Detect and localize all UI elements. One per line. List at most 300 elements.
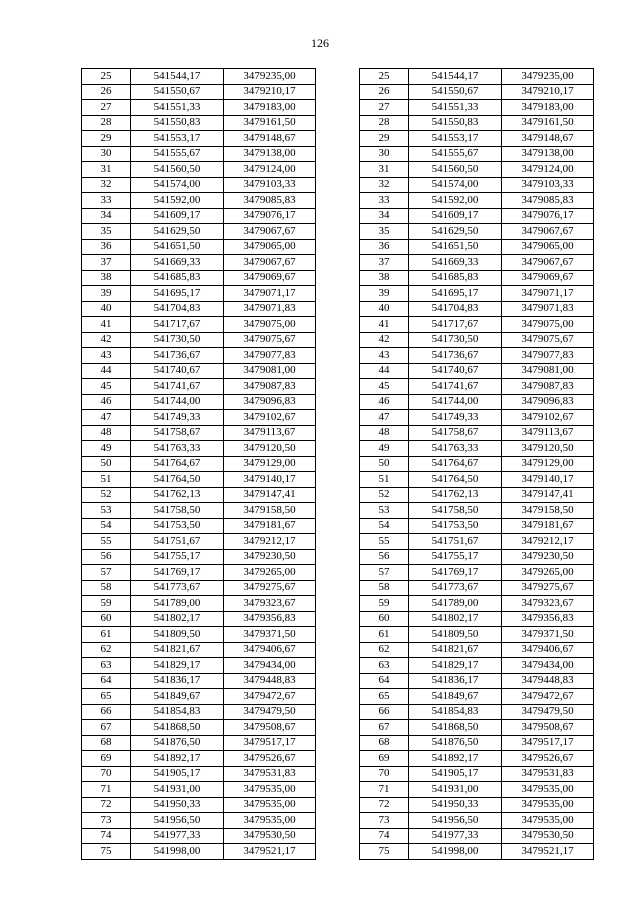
right-x-coordinate-cell: 541829,17 [409,658,502,674]
left-x-coordinate-cell: 541550,67 [131,84,224,100]
right-y-coordinate-cell: 3479075,67 [502,332,594,348]
right-point-number-cell: 33 [360,193,409,209]
right-point-number-cell: 50 [360,456,409,472]
right-y-coordinate-cell: 3479531,83 [502,766,594,782]
left-y-coordinate-cell: 3479158,50 [224,503,316,519]
left-y-coordinate-cell: 3479531,83 [224,766,316,782]
left-point-number-cell: 36 [82,239,131,255]
left-point-number-cell: 52 [82,487,131,503]
column-gap [316,472,360,488]
left-point-number-cell: 56 [82,549,131,565]
right-y-coordinate-cell: 3479535,00 [502,797,594,813]
right-y-coordinate-cell: 3479087,83 [502,379,594,395]
left-x-coordinate-cell: 541730,50 [131,332,224,348]
table-row [82,611,594,627]
right-y-coordinate-cell: 3479113,67 [502,425,594,441]
column-gap [316,224,360,240]
left-point-number-cell: 57 [82,565,131,581]
column-gap [316,596,360,612]
table-row [82,472,594,488]
left-x-coordinate-cell: 541773,67 [131,580,224,596]
column-gap [316,642,360,658]
left-y-coordinate-cell: 3479530,50 [224,828,316,844]
right-point-number-cell: 29 [360,131,409,147]
right-x-coordinate-cell: 541769,17 [409,565,502,581]
right-point-number-cell: 57 [360,565,409,581]
right-x-coordinate-cell: 541741,67 [409,379,502,395]
column-gap [316,456,360,472]
table-row [82,115,594,131]
left-point-number-cell: 67 [82,720,131,736]
left-y-coordinate-cell: 3479087,83 [224,379,316,395]
left-point-number-cell: 70 [82,766,131,782]
left-y-coordinate-cell: 3479065,00 [224,239,316,255]
left-point-number-cell: 75 [82,844,131,860]
right-x-coordinate-cell: 541651,50 [409,239,502,255]
right-point-number-cell: 40 [360,301,409,317]
column-gap [316,766,360,782]
right-y-coordinate-cell: 3479102,67 [502,410,594,426]
right-y-coordinate-cell: 3479323,67 [502,596,594,612]
left-x-coordinate-cell: 541998,00 [131,844,224,860]
right-y-coordinate-cell: 3479138,00 [502,146,594,162]
right-x-coordinate-cell: 541821,67 [409,642,502,658]
left-point-number-cell: 61 [82,627,131,643]
left-y-coordinate-cell: 3479181,67 [224,518,316,534]
table-row [82,162,594,178]
left-x-coordinate-cell: 541849,67 [131,689,224,705]
left-y-coordinate-cell: 3479275,67 [224,580,316,596]
right-y-coordinate-cell: 3479212,17 [502,534,594,550]
right-y-coordinate-cell: 3479075,00 [502,317,594,333]
right-point-number-cell: 38 [360,270,409,286]
left-y-coordinate-cell: 3479077,83 [224,348,316,364]
right-x-coordinate-cell: 541550,83 [409,115,502,131]
table-row [82,503,594,519]
column-gap [316,813,360,829]
left-y-coordinate-cell: 3479102,67 [224,410,316,426]
left-x-coordinate-cell: 541764,67 [131,456,224,472]
left-y-coordinate-cell: 3479147,41 [224,487,316,503]
left-y-coordinate-cell: 3479096,83 [224,394,316,410]
column-gap [316,69,360,85]
table-row [82,720,594,736]
left-y-coordinate-cell: 3479323,67 [224,596,316,612]
left-x-coordinate-cell: 541753,50 [131,518,224,534]
column-gap [316,348,360,364]
left-y-coordinate-cell: 3479535,00 [224,813,316,829]
right-x-coordinate-cell: 541950,33 [409,797,502,813]
left-y-coordinate-cell: 3479069,67 [224,270,316,286]
left-x-coordinate-cell: 541789,00 [131,596,224,612]
right-y-coordinate-cell: 3479181,67 [502,518,594,534]
right-x-coordinate-cell: 541751,67 [409,534,502,550]
left-y-coordinate-cell: 3479075,67 [224,332,316,348]
left-point-number-cell: 29 [82,131,131,147]
right-point-number-cell: 49 [360,441,409,457]
left-x-coordinate-cell: 541740,67 [131,363,224,379]
table-row [82,596,594,612]
left-point-number-cell: 66 [82,704,131,720]
left-x-coordinate-cell: 541762,13 [131,487,224,503]
column-gap [316,797,360,813]
left-y-coordinate-cell: 3479183,00 [224,100,316,116]
left-point-number-cell: 59 [82,596,131,612]
left-point-number-cell: 25 [82,69,131,85]
right-point-number-cell: 74 [360,828,409,844]
right-x-coordinate-cell: 541809,50 [409,627,502,643]
left-y-coordinate-cell: 3479085,83 [224,193,316,209]
left-x-coordinate-cell: 541758,50 [131,503,224,519]
right-x-coordinate-cell: 541685,83 [409,270,502,286]
right-x-coordinate-cell: 541854,83 [409,704,502,720]
right-point-number-cell: 52 [360,487,409,503]
left-point-number-cell: 60 [82,611,131,627]
table-row [82,689,594,705]
right-y-coordinate-cell: 3479085,83 [502,193,594,209]
right-y-coordinate-cell: 3479140,17 [502,472,594,488]
right-x-coordinate-cell: 541544,17 [409,69,502,85]
table-row [82,239,594,255]
left-x-coordinate-cell: 541574,00 [131,177,224,193]
right-y-coordinate-cell: 3479230,50 [502,549,594,565]
right-y-coordinate-cell: 3479535,00 [502,813,594,829]
left-x-coordinate-cell: 541741,67 [131,379,224,395]
column-gap [316,394,360,410]
right-point-number-cell: 65 [360,689,409,705]
left-x-coordinate-cell: 541876,50 [131,735,224,751]
right-point-number-cell: 41 [360,317,409,333]
table-row [82,813,594,829]
column-gap [316,735,360,751]
column-gap [316,689,360,705]
right-x-coordinate-cell: 541669,33 [409,255,502,271]
right-point-number-cell: 62 [360,642,409,658]
left-x-coordinate-cell: 541892,17 [131,751,224,767]
right-point-number-cell: 51 [360,472,409,488]
column-gap [316,487,360,503]
right-point-number-cell: 25 [360,69,409,85]
right-x-coordinate-cell: 541560,50 [409,162,502,178]
right-x-coordinate-cell: 541695,17 [409,286,502,302]
right-x-coordinate-cell: 541764,67 [409,456,502,472]
right-x-coordinate-cell: 541704,83 [409,301,502,317]
right-point-number-cell: 68 [360,735,409,751]
left-x-coordinate-cell: 541744,00 [131,394,224,410]
column-gap [316,518,360,534]
left-y-coordinate-cell: 3479535,00 [224,797,316,813]
right-point-number-cell: 64 [360,673,409,689]
left-y-coordinate-cell: 3479138,00 [224,146,316,162]
left-y-coordinate-cell: 3479230,50 [224,549,316,565]
left-y-coordinate-cell: 3479161,50 [224,115,316,131]
left-x-coordinate-cell: 541769,17 [131,565,224,581]
right-point-number-cell: 27 [360,100,409,116]
left-point-number-cell: 47 [82,410,131,426]
table-row [82,317,594,333]
column-gap [316,580,360,596]
right-y-coordinate-cell: 3479526,67 [502,751,594,767]
table-row [82,828,594,844]
right-y-coordinate-cell: 3479517,17 [502,735,594,751]
right-x-coordinate-cell: 541905,17 [409,766,502,782]
right-y-coordinate-cell: 3479071,17 [502,286,594,302]
right-point-number-cell: 63 [360,658,409,674]
table-row [82,332,594,348]
right-x-coordinate-cell: 541550,67 [409,84,502,100]
left-y-coordinate-cell: 3479081,00 [224,363,316,379]
column-gap [316,379,360,395]
page-number: 126 [311,36,329,50]
right-point-number-cell: 34 [360,208,409,224]
right-x-coordinate-cell: 541755,17 [409,549,502,565]
column-gap [316,146,360,162]
table-row [82,410,594,426]
right-y-coordinate-cell: 3479067,67 [502,255,594,271]
left-x-coordinate-cell: 541555,67 [131,146,224,162]
left-x-coordinate-cell: 541755,17 [131,549,224,565]
left-point-number-cell: 37 [82,255,131,271]
left-point-number-cell: 71 [82,782,131,798]
right-point-number-cell: 53 [360,503,409,519]
column-gap [316,658,360,674]
right-x-coordinate-cell: 541749,33 [409,410,502,426]
left-y-coordinate-cell: 3479067,67 [224,255,316,271]
right-y-coordinate-cell: 3479479,50 [502,704,594,720]
left-point-number-cell: 35 [82,224,131,240]
right-point-number-cell: 56 [360,549,409,565]
column-gap [316,410,360,426]
right-x-coordinate-cell: 541553,17 [409,131,502,147]
right-point-number-cell: 61 [360,627,409,643]
left-x-coordinate-cell: 541560,50 [131,162,224,178]
left-point-number-cell: 28 [82,115,131,131]
left-y-coordinate-cell: 3479210,17 [224,84,316,100]
left-x-coordinate-cell: 541809,50 [131,627,224,643]
left-point-number-cell: 62 [82,642,131,658]
table-row [82,301,594,317]
left-y-coordinate-cell: 3479356,83 [224,611,316,627]
right-point-number-cell: 35 [360,224,409,240]
left-point-number-cell: 53 [82,503,131,519]
right-y-coordinate-cell: 3479508,67 [502,720,594,736]
left-x-coordinate-cell: 541751,67 [131,534,224,550]
left-x-coordinate-cell: 541629,50 [131,224,224,240]
left-x-coordinate-cell: 541905,17 [131,766,224,782]
column-gap [316,317,360,333]
right-point-number-cell: 44 [360,363,409,379]
left-y-coordinate-cell: 3479067,67 [224,224,316,240]
table-row [82,286,594,302]
left-x-coordinate-cell: 541821,67 [131,642,224,658]
right-point-number-cell: 75 [360,844,409,860]
table-row [82,658,594,674]
left-point-number-cell: 68 [82,735,131,751]
left-x-coordinate-cell: 541829,17 [131,658,224,674]
right-x-coordinate-cell: 541773,67 [409,580,502,596]
left-y-coordinate-cell: 3479479,50 [224,704,316,720]
left-x-coordinate-cell: 541836,17 [131,673,224,689]
left-x-coordinate-cell: 541950,33 [131,797,224,813]
left-point-number-cell: 39 [82,286,131,302]
left-point-number-cell: 31 [82,162,131,178]
left-point-number-cell: 50 [82,456,131,472]
left-point-number-cell: 65 [82,689,131,705]
left-point-number-cell: 48 [82,425,131,441]
left-x-coordinate-cell: 541609,17 [131,208,224,224]
left-point-number-cell: 43 [82,348,131,364]
right-y-coordinate-cell: 3479183,00 [502,100,594,116]
left-x-coordinate-cell: 541651,50 [131,239,224,255]
right-y-coordinate-cell: 3479406,67 [502,642,594,658]
column-gap [316,100,360,116]
right-point-number-cell: 43 [360,348,409,364]
right-y-coordinate-cell: 3479077,83 [502,348,594,364]
table-row [82,751,594,767]
table-row [82,394,594,410]
column-gap [316,503,360,519]
right-x-coordinate-cell: 541849,67 [409,689,502,705]
column-gap [316,332,360,348]
left-y-coordinate-cell: 3479371,50 [224,627,316,643]
right-x-coordinate-cell: 541802,17 [409,611,502,627]
table-row [82,627,594,643]
right-point-number-cell: 26 [360,84,409,100]
left-y-coordinate-cell: 3479406,67 [224,642,316,658]
left-x-coordinate-cell: 541717,67 [131,317,224,333]
left-y-coordinate-cell: 3479113,67 [224,425,316,441]
right-point-number-cell: 70 [360,766,409,782]
table-row [82,487,594,503]
column-gap [316,84,360,100]
left-point-number-cell: 55 [82,534,131,550]
left-y-coordinate-cell: 3479076,17 [224,208,316,224]
column-gap [316,239,360,255]
right-y-coordinate-cell: 3479067,67 [502,224,594,240]
table-row [82,208,594,224]
right-point-number-cell: 39 [360,286,409,302]
column-gap [316,782,360,798]
left-point-number-cell: 51 [82,472,131,488]
left-point-number-cell: 34 [82,208,131,224]
right-point-number-cell: 54 [360,518,409,534]
left-point-number-cell: 40 [82,301,131,317]
left-y-coordinate-cell: 3479235,00 [224,69,316,85]
left-x-coordinate-cell: 541758,67 [131,425,224,441]
column-gap [316,844,360,860]
left-point-number-cell: 38 [82,270,131,286]
right-y-coordinate-cell: 3479521,17 [502,844,594,860]
left-x-coordinate-cell: 541763,33 [131,441,224,457]
right-y-coordinate-cell: 3479434,00 [502,658,594,674]
left-point-number-cell: 49 [82,441,131,457]
table-row [82,379,594,395]
right-point-number-cell: 72 [360,797,409,813]
right-x-coordinate-cell: 541998,00 [409,844,502,860]
right-y-coordinate-cell: 3479071,83 [502,301,594,317]
right-point-number-cell: 36 [360,239,409,255]
right-x-coordinate-cell: 541931,00 [409,782,502,798]
left-point-number-cell: 41 [82,317,131,333]
left-x-coordinate-cell: 541854,83 [131,704,224,720]
table-row [82,580,594,596]
column-gap [316,828,360,844]
right-x-coordinate-cell: 541762,13 [409,487,502,503]
left-y-coordinate-cell: 3479434,00 [224,658,316,674]
left-x-coordinate-cell: 541868,50 [131,720,224,736]
column-gap [316,363,360,379]
left-point-number-cell: 46 [82,394,131,410]
table-row [82,797,594,813]
column-gap [316,549,360,565]
column-gap [316,208,360,224]
left-y-coordinate-cell: 3479140,17 [224,472,316,488]
left-point-number-cell: 54 [82,518,131,534]
table-row [82,177,594,193]
right-y-coordinate-cell: 3479448,83 [502,673,594,689]
left-x-coordinate-cell: 541592,00 [131,193,224,209]
left-x-coordinate-cell: 541764,50 [131,472,224,488]
column-gap [316,611,360,627]
left-y-coordinate-cell: 3479265,00 [224,565,316,581]
left-x-coordinate-cell: 541749,33 [131,410,224,426]
table-row [82,844,594,860]
table-row [82,441,594,457]
right-y-coordinate-cell: 3479530,50 [502,828,594,844]
column-gap [316,270,360,286]
left-x-coordinate-cell: 541553,17 [131,131,224,147]
right-point-number-cell: 32 [360,177,409,193]
table-row [82,673,594,689]
left-y-coordinate-cell: 3479103,33 [224,177,316,193]
table-row [82,100,594,116]
left-point-number-cell: 58 [82,580,131,596]
column-gap [316,751,360,767]
left-point-number-cell: 30 [82,146,131,162]
table-row [82,255,594,271]
right-x-coordinate-cell: 541977,33 [409,828,502,844]
right-x-coordinate-cell: 541574,00 [409,177,502,193]
right-point-number-cell: 46 [360,394,409,410]
right-point-number-cell: 67 [360,720,409,736]
column-gap [316,627,360,643]
right-point-number-cell: 31 [360,162,409,178]
right-x-coordinate-cell: 541758,67 [409,425,502,441]
right-y-coordinate-cell: 3479275,67 [502,580,594,596]
column-gap [316,720,360,736]
left-point-number-cell: 74 [82,828,131,844]
left-y-coordinate-cell: 3479148,67 [224,131,316,147]
right-x-coordinate-cell: 541736,67 [409,348,502,364]
left-y-coordinate-cell: 3479535,00 [224,782,316,798]
right-point-number-cell: 58 [360,580,409,596]
right-point-number-cell: 59 [360,596,409,612]
right-x-coordinate-cell: 541868,50 [409,720,502,736]
right-x-coordinate-cell: 541876,50 [409,735,502,751]
left-x-coordinate-cell: 541704,83 [131,301,224,317]
right-point-number-cell: 42 [360,332,409,348]
right-x-coordinate-cell: 541740,67 [409,363,502,379]
column-gap [316,162,360,178]
column-gap [316,565,360,581]
right-y-coordinate-cell: 3479124,00 [502,162,594,178]
right-point-number-cell: 37 [360,255,409,271]
left-x-coordinate-cell: 541977,33 [131,828,224,844]
left-point-number-cell: 33 [82,193,131,209]
right-point-number-cell: 30 [360,146,409,162]
right-y-coordinate-cell: 3479129,00 [502,456,594,472]
right-point-number-cell: 73 [360,813,409,829]
